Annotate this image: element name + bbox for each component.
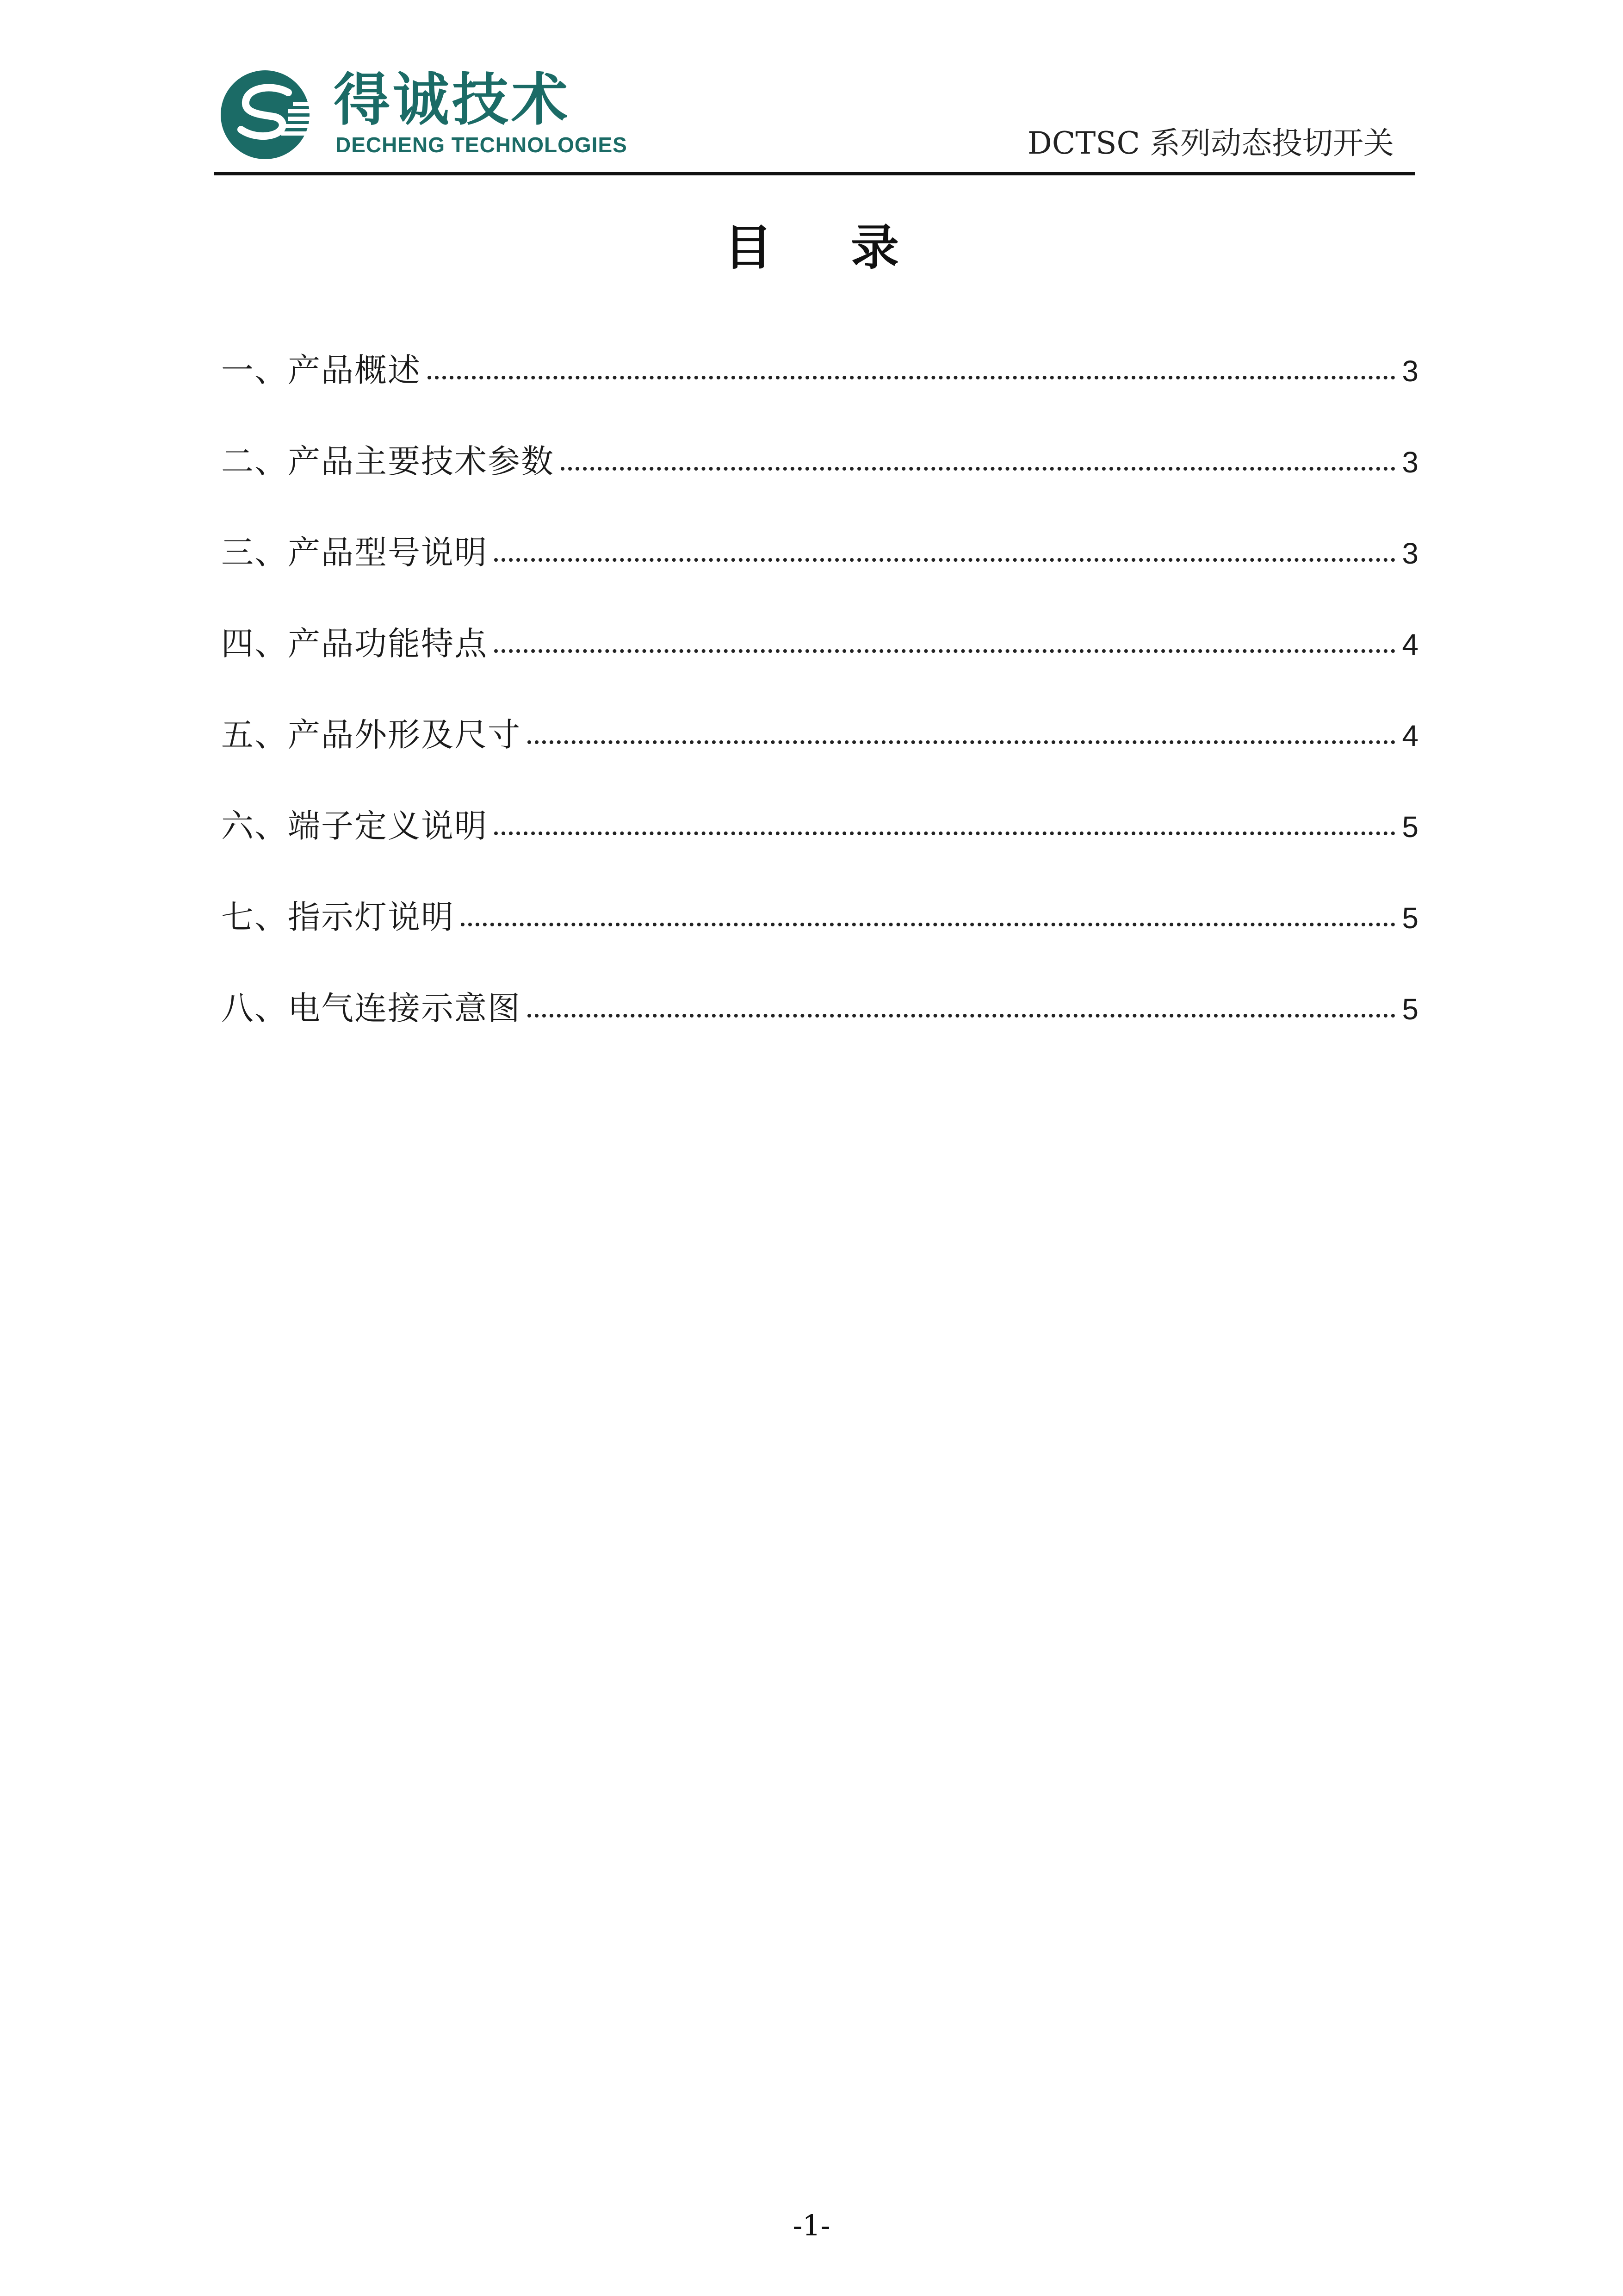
- toc-title: 目录: [724, 219, 978, 276]
- toc-entry[interactable]: [221, 892, 1419, 983]
- toc-entry-page[interactable]: 4: [1402, 719, 1419, 752]
- toc-dot-leader: [494, 832, 1395, 835]
- toc-entry-label[interactable]: 二、产品主要技术参数: [221, 442, 554, 480]
- toc-entry[interactable]: [221, 800, 1419, 892]
- toc-entry[interactable]: [221, 527, 1419, 618]
- toc-entry-page[interactable]: 4: [1402, 628, 1419, 661]
- page-number: -1-: [793, 2209, 830, 2242]
- company-logo: [214, 65, 631, 167]
- toc-entry-page[interactable]: 3: [1402, 446, 1419, 479]
- toc-entry-label[interactable]: 四、产品功能特点: [221, 625, 488, 663]
- toc-entry-page[interactable]: 5: [1402, 810, 1419, 844]
- logo-chinese-name: 得诚技术: [334, 67, 570, 133]
- toc-entry[interactable]: [221, 983, 1419, 1074]
- toc-dot-leader: [561, 467, 1395, 471]
- header-divider: [214, 172, 1415, 175]
- toc-dot-leader: [494, 649, 1395, 653]
- toc-entry-label[interactable]: 三、产品型号说明: [221, 534, 488, 571]
- toc-entry[interactable]: [221, 618, 1419, 709]
- table-of-contents: [221, 345, 1419, 1074]
- toc-entry-page[interactable]: 3: [1402, 537, 1419, 570]
- decheng-logo-icon: [219, 68, 311, 161]
- toc-dot-leader: [427, 376, 1395, 379]
- series-title: DCTSC 系列动态投切开关: [1027, 125, 1394, 161]
- toc-entry-label[interactable]: 一、产品概述: [221, 351, 421, 389]
- toc-dot-leader: [527, 1014, 1395, 1018]
- toc-entry[interactable]: [221, 436, 1419, 527]
- toc-entry[interactable]: [221, 345, 1419, 436]
- toc-dot-leader: [461, 923, 1395, 926]
- toc-entry-page[interactable]: 3: [1402, 354, 1419, 388]
- toc-entry-label[interactable]: 五、产品外形及尺寸: [221, 716, 521, 754]
- toc-entry-label[interactable]: 七、指示灯说明: [221, 898, 454, 936]
- toc-entry-page[interactable]: 5: [1402, 993, 1419, 1026]
- toc-entry-page[interactable]: 5: [1402, 901, 1419, 935]
- page-header: [214, 60, 1415, 176]
- logo-english-name: DECHENG TECHNOLOGIES: [335, 133, 627, 157]
- toc-entry-label[interactable]: 八、电气连接示意图: [221, 989, 521, 1027]
- toc-entry-label[interactable]: 六、端子定义说明: [221, 807, 488, 845]
- toc-dot-leader: [527, 740, 1395, 744]
- toc-entry[interactable]: [221, 709, 1419, 800]
- toc-dot-leader: [494, 558, 1395, 562]
